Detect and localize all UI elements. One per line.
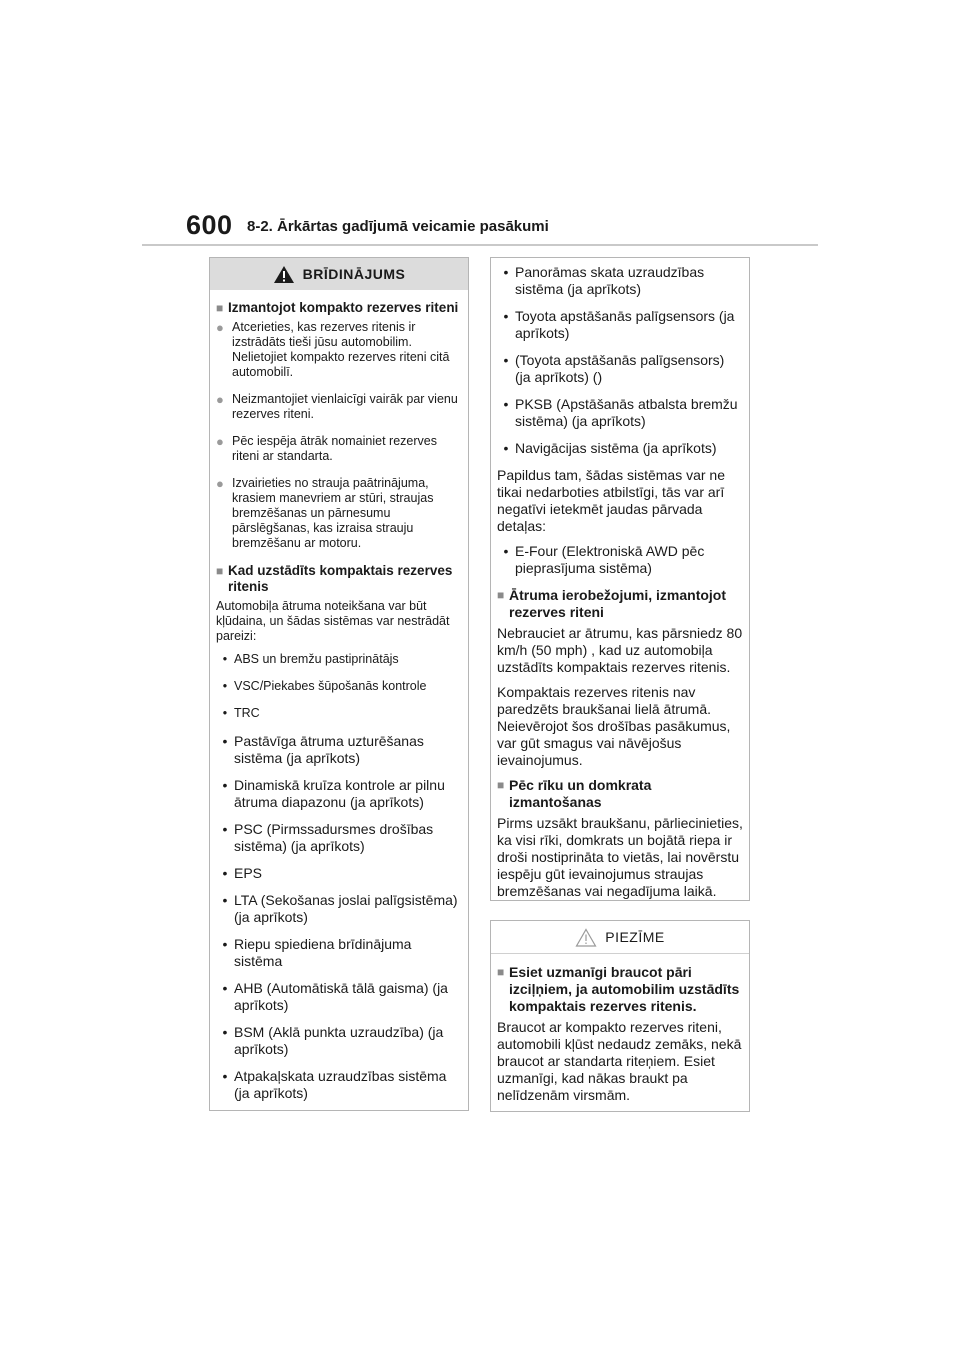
- page-number: 600: [186, 210, 233, 240]
- list-item: • E-Four (Elektroniskā AWD pēc pieprasījuma sistēma): [503, 543, 705, 576]
- warning-heading: ■ Kad uzstādīts kompaktais rezerves ritenis: [216, 563, 453, 594]
- header-rule: [142, 244, 818, 246]
- paragraph: Pirms uzsākt braukšanu, pārliecinieties, ka visi rīki, domkrats un bojātā riepa ir droši nostiprināta to vietās, lai novērstu iespēju gūt ievainojumus straujas bremzēšanas vai negadījuma laikā.: [497, 815, 743, 899]
- warning-dot-item: ● Atcerieties, kas rezerves ritenis ir izstrādāts tieši jūsu automobilim. Nelietojiet kompakto rezerves riteni citā automobilī.: [216, 320, 450, 379]
- list-item: • Panorāmas skata uzraudzības sistēma (ja aprīkots): [503, 264, 705, 297]
- list-item: • AHB (Automātiskā tālā gaisma) (ja aprīkots): [222, 980, 448, 1013]
- paragraph: Papildus tam, šādas sistēmas var ne tikai nedarboties atbilstīgi, tās var arī negatīvi ietekmēt jaudas pārvada detaļas:: [497, 467, 725, 534]
- caution-triangle-icon: [575, 928, 597, 947]
- section-title: 8-2. Ārkārtas gadījumā veicamie pasākumi: [247, 218, 549, 235]
- warning-heading: ■ Pēc rīku un domkrata izmantošanas: [497, 777, 652, 810]
- warning-title: BRĪDINĀJUMS: [302, 266, 406, 282]
- list-item: • ABS un bremžu pastiprinātājs: [222, 652, 399, 666]
- warning-dot-item: ● Pēc iespēja ātrāk nomainiet rezerves riteni ar standarta.: [216, 434, 437, 463]
- note-heading: ■ Esiet uzmanīgi braucot pāri izciļņiem, ja automobilim uzstādīts kompaktais rezerves ritenis.: [497, 964, 740, 1014]
- warning-body: [210, 290, 468, 1118]
- warning-heading: ■ Ātruma ierobežojumi, izmantojot rezerves riteni: [497, 587, 727, 620]
- warning-continuation-body: [491, 258, 749, 914]
- warning-heading: ■ Izmantojot kompakto rezerves riteni: [216, 300, 459, 315]
- list-item: • LTA (Sekošanas joslai palīgsistēma) (ja aprīkots): [222, 892, 458, 925]
- warning-continuation-box: [490, 257, 750, 901]
- note-box-header: [491, 921, 749, 954]
- note-paragraph: Braucot ar kompakto rezerves riteni, automobili kļūst nedaudz zemāks, nekā braucot ar standarta riteņiem. Esiet uzmanīgi, kad nākas braukt pa nelīdzenām virsmām.: [497, 1019, 742, 1103]
- note-box: [490, 920, 750, 1112]
- list-item: • Atpakaļskata uzraudzības sistēma (ja aprīkots): [222, 1068, 447, 1101]
- warning-intro: Automobiļa ātruma noteikšana var būt kļūdaina, un šādas sistēmas var nestrādāt pareizi:: [216, 599, 450, 643]
- warning-box: [209, 257, 469, 1111]
- warning-dot-item: ● Izvairieties no strauja paātrinājuma, krasiem manevriem ar stūri, straujas bremzēšanas un pārnesumu pārslēgšanas, kas izraisa strauju bremzēšanu ar motoru.: [216, 476, 434, 550]
- list-item: • TRC: [222, 706, 260, 720]
- list-item: • Dinamiskā kruīza kontrole ar pilnu ātruma diapazonu (ja aprīkots): [222, 777, 445, 810]
- list-item: • Pastāvīga ātruma uzturēšanas sistēma (ja aprīkots): [222, 733, 424, 766]
- warning-dot-item: ● Neizmantojiet vienlaicīgi vairāk par vienu rezerves riteni.: [216, 392, 458, 421]
- list-item: • Navigācijas sistēma (ja aprīkots): [503, 440, 717, 456]
- warning-triangle-icon: [273, 265, 295, 284]
- list-item: • (Toyota apstāšanās palīgsensors) (ja aprīkots) (): [503, 352, 725, 385]
- list-item: • Toyota apstāšanās palīgsensors (ja aprīkots): [503, 308, 735, 341]
- list-item: • PKSB (Apstāšanās atbalsta bremžu sistēma) (ja aprīkots): [503, 396, 738, 429]
- list-item: • EPS: [222, 865, 263, 881]
- note-body: [491, 954, 749, 1118]
- paragraph: Nebrauciet ar ātrumu, kas pārsniedz 80 km/h (50 mph) , kad uz automobiļa uzstādīts kompaktais rezerves ritenis.: [497, 625, 743, 675]
- paragraph: Kompaktais rezerves ritenis nav paredzēts braukšanai lielā ātrumā. Neievērojot šos drošības pasākumus, var gūt smagus vai nāvējošus ievainojumus.: [497, 684, 731, 768]
- note-title: PIEZĪME: [605, 929, 665, 945]
- list-item: • PSC (Pirmssadursmes drošības sistēma) (ja aprīkots): [222, 821, 434, 854]
- warning-box-header: [210, 258, 468, 290]
- list-item: • Riepu spiediena brīdinājuma sistēma: [222, 936, 412, 969]
- list-item: • BSM (Aklā punkta uzraudzība) (ja aprīkots): [222, 1024, 444, 1057]
- list-item: • VSC/Piekabes šūpošanās kontrole: [222, 679, 427, 693]
